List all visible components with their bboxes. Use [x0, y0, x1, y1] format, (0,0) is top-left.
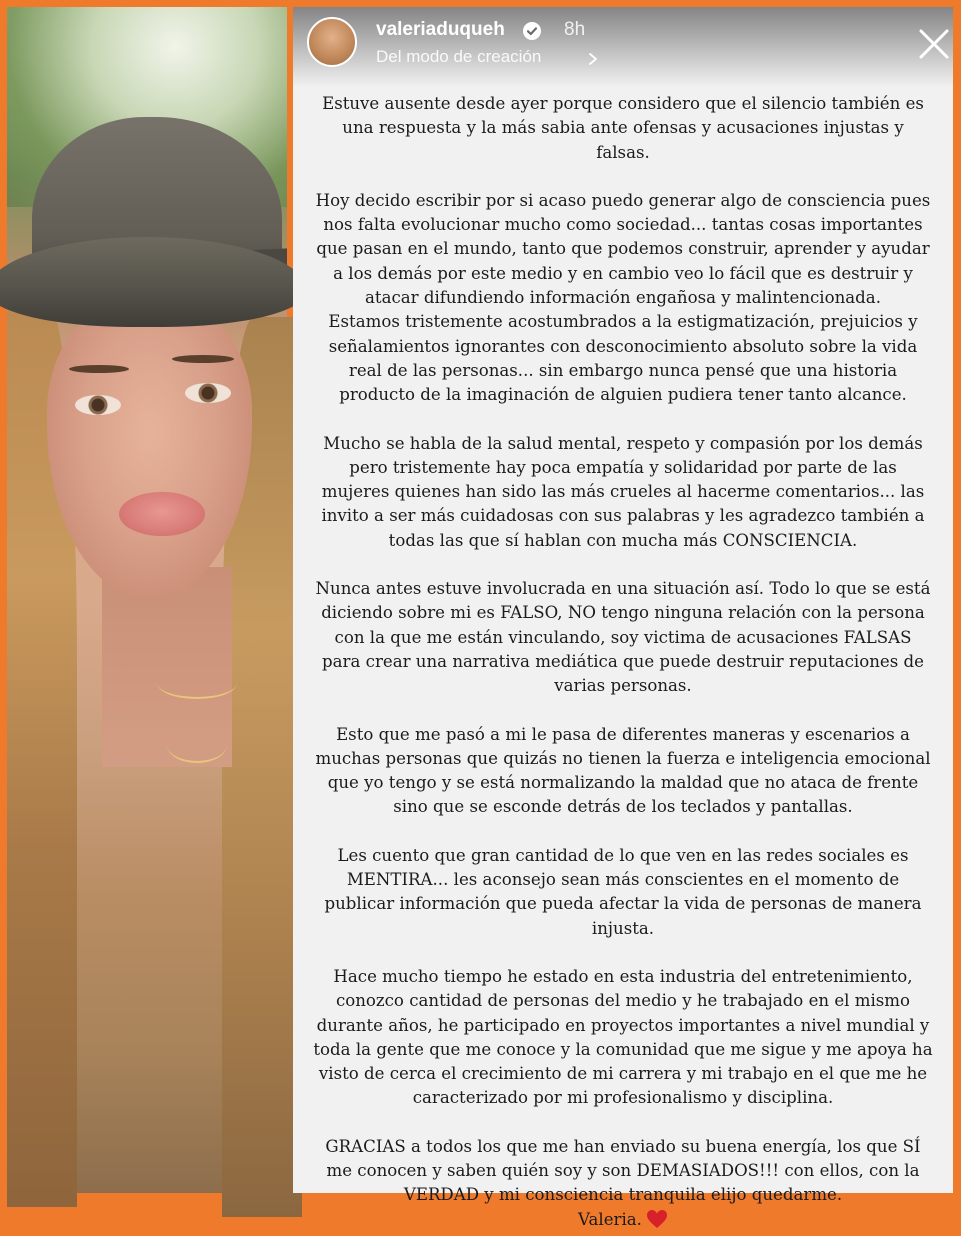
signature: Valeria. — [578, 1209, 642, 1229]
paragraph-9: GRACIAS a todos los que me han enviado su buena energía, los que SÍ me conocen y saben quién soy y son DEMASIADOS!!! con ellos, con la VERDAD y mi consciencia tranquila elijo quedarme. — [325, 1136, 921, 1205]
left-eye — [75, 395, 121, 415]
heart-icon — [646, 1209, 668, 1236]
paragraph-6: Esto que me pasó a mi le pasa de diferentes maneras y escenarios a muchas personas que quizás no tienen la fuerza e inteligencia emocional que yo tengo y se está normalizando la maldad que no ataca de frente sino que se esconde detrás de los teclados y pantallas. — [315, 724, 931, 817]
lips — [119, 492, 205, 536]
story-text — [313, 92, 933, 1236]
creation-mode-link[interactable]: Del modo de creación — [376, 47, 542, 66]
right-eyebrow — [172, 355, 234, 363]
paragraph-5: Nunca antes estuve involucrada en una situación así. Todo lo que se está diciendo sobre mi es FALSO, NO tengo ninguna relación con la persona con la que me están vinculando, soy victima de acusaciones FALSAS para crear una narrativa mediática que puede destruir reputaciones de varias personas. — [315, 579, 931, 696]
chevron-right-icon — [587, 51, 599, 65]
close-icon[interactable] — [917, 27, 951, 61]
story-panel — [293, 7, 953, 1229]
right-eye — [185, 383, 231, 403]
story-header — [293, 7, 953, 87]
paragraph-4: Mucho se habla de la salud mental, respeto y compasión por los demás pero tristemente hay poca empatía y solidaridad por parte de las mujeres quienes han sido las más crueles al hacerme comentarios... las invito a ser más cuidadosas con sus palabras y les agradezco también a todas las que sí hablan con mucha más CONSCIENCIA. — [321, 433, 925, 550]
paragraph-3: Estamos tristemente acostumbrados a la estigmatización, prejuicios y señalamientos ignorantes con desconocimiento absoluto sobre la vida real de las personas... sin embargo nunca pensé que una historia producto de la imaginación de alguien pudiera tener tanto alcance. — [328, 312, 918, 405]
paragraph-7: Les cuento que gran cantidad de lo que ven en las redes sociales es MENTIRA... les aconsejo sean más conscientes en el momento de publicar información que pueda afectar la vida de personas de manera injusta. — [324, 845, 922, 938]
profile-photo — [7, 7, 287, 1193]
username[interactable]: valeriaduqueh — [376, 19, 505, 40]
avatar[interactable] — [307, 17, 357, 67]
verified-badge-icon — [523, 22, 541, 40]
necklace — [157, 667, 237, 699]
paragraph-1: Estuve ausente desde ayer porque considero que el silencio también es una respuesta y la más sabia ante ofensas y acusaciones injustas y falsas. — [322, 94, 924, 162]
paragraph-8: Hace mucho tiempo he estado en esta industria del entretenimiento, conozco cantidad de personas del medio y he trabajado en el mismo durante años, he participado en proyectos importantes a nivel mundial y toda la gente que me conoce y la comunidad que me sigue y me apoya ha visto de cerca el crecimiento de mi carrera y mi trabajo en el que me he caracterizado por mi profesionalismo y disciplina. — [313, 966, 933, 1108]
post-time: 8h — [564, 19, 586, 40]
face — [47, 297, 252, 597]
left-eyebrow — [69, 365, 129, 373]
paragraph-2: Hoy decido escribir por si acaso puedo generar algo de consciencia pues nos falta evolucionar mucho como sociedad... tantas cosas importantes que pasan en el mundo, tanto que podemos construir, aprender y ayudar a los demás por este medio y en cambio veo lo fácil que es destruir y atacar difundiendo información engañosa y malintencionada. — [315, 190, 931, 308]
signature-line — [313, 1208, 933, 1236]
necklace-lower — [167, 727, 227, 763]
